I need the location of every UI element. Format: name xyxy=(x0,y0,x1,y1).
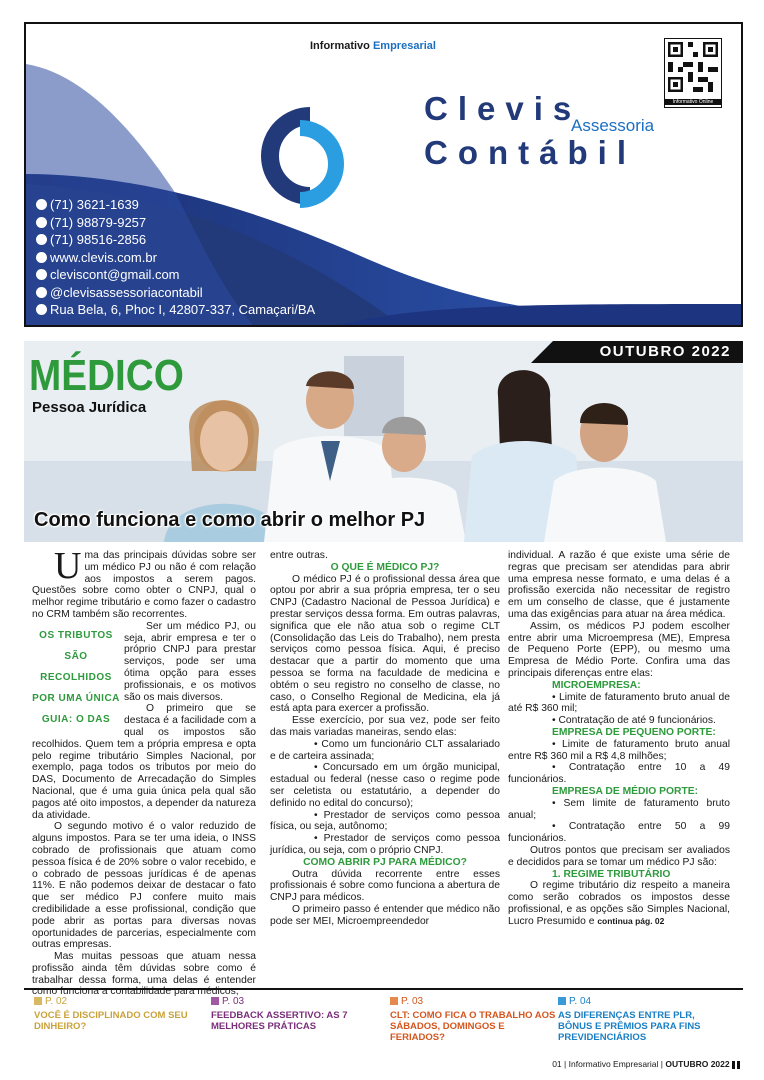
brand-name-contabil: Contábil xyxy=(424,134,636,171)
newsletter-label xyxy=(310,40,436,52)
footer-separator: | xyxy=(660,1059,663,1069)
teaser-p03-clt[interactable] xyxy=(390,996,560,1043)
bullet-item: • Contratação entre 10 a 49 funcionários. xyxy=(508,762,730,786)
bullet-item: • Limite de faturamento bruto anual de até R$ 360 mil; xyxy=(508,691,730,715)
paragraph: Ser um médico PJ, ou seja, abrir empresa e ter o próprio CNPJ para prestar serviços, pode ser uma ótima opção para esses profissionais, e os motivos são os mais diversos. xyxy=(124,620,256,703)
paragraph: entre outras. xyxy=(270,550,328,561)
teaser-page xyxy=(34,996,204,1007)
square-marker-icon xyxy=(34,997,42,1005)
hero-banner xyxy=(24,341,743,542)
qr-caption: Informativo Online xyxy=(665,99,721,105)
paragraph: O médico PJ é o profissional dessa área que optou por abrir a sua própria empresa, ter o seu CNPJ (Cadastro Nacional de Pessoa Jurídica) e prestar serviços dessa forma. Em outras palavras, significa que ele não atua sob o regime CLT (Consolidação das Leis do Trabalho), nem presta serviços como pessoa física. Aqui, é preciso destacar que a partir do momento que uma pessoa se forma na faculdade de medicina e obtém o seu registro no conselho de classe, no caso, o Conselho Regional de Medicina, ela já está apta para exercer a profissão. xyxy=(270,573,500,715)
square-marker-icon xyxy=(211,997,219,1005)
paragraph: O primeiro que se destaca é a facilidade com a qual os impostos são recolhidos. Quem tem a própria empresa e opta pelo regime tributário Simples Nacional, por exemplo, paga todos os tributos por meio do DAS, Documento de Arrecadação do Simples Nacional, que é uma guia única pela qual são pagos até oito impostos, a depender da natureza da atividade. xyxy=(32,703,256,821)
article-column-2 xyxy=(270,550,500,928)
bullet-item: • Contratação entre 50 a 99 funcionários. xyxy=(508,821,730,845)
label-accent: Empresarial xyxy=(372,40,436,52)
contact-text: (71) 3621-1639 xyxy=(50,197,139,213)
brand-name-assessoria: Assessoria xyxy=(571,116,655,135)
continue-link[interactable]: continua pág. 02 xyxy=(597,915,665,926)
qr-code-pattern xyxy=(668,42,718,92)
bullet-item: • Limite de faturamento bruto anual entre R$ 360 mil a R$ 4,8 milhões; xyxy=(508,738,730,762)
paragraph xyxy=(508,880,730,927)
section-heading: MICROEMPRESA: xyxy=(552,679,641,691)
bullet-item: • Como um funcionário CLT assalariado e de carteira assinada; xyxy=(270,738,500,762)
paragraph-text: O regime tributário diz respeito a maneira como serão cobrados os impostos desse profissional, e as opções são Simples Nacional, Lucro Presumido e xyxy=(508,880,730,927)
bullet-item: • Prestador de serviços como pessoa física, ou seja, autônomo; xyxy=(270,809,500,833)
teaser-text: FEEDBACK ASSERTIVO: AS 7 MELHORES PRÁTICAS xyxy=(211,1010,348,1032)
page-title: MÉDICO xyxy=(29,351,184,400)
pull-quote-line: OS TRIBUTOS xyxy=(39,629,113,641)
section-heading: O QUE É MÉDICO PJ? xyxy=(330,561,440,573)
contact-website[interactable] xyxy=(36,249,315,267)
contact-email[interactable] xyxy=(36,266,315,284)
paragraph: Mas muitas pessoas que atuam nessa profissão ainda têm dúvidas sobre como é trabalhar dessa forma, uma delas é entender como funciona a contabilidade para médicos, xyxy=(32,951,256,998)
paragraph: Outros pontos que precisam ser avaliados e decididos para se tomar um médico PJ são: xyxy=(508,844,730,868)
article-headline: Como funciona e como abrir o melhor PJ xyxy=(34,509,426,531)
whatsapp-icon xyxy=(36,234,47,245)
header-box xyxy=(24,22,743,327)
contact-whatsapp-2[interactable] xyxy=(36,231,315,249)
contact-whatsapp-1[interactable] xyxy=(36,214,315,232)
pull-quote-line: GUIA: O DAS xyxy=(41,713,111,725)
square-marker-icon xyxy=(390,997,398,1005)
teaser-p04[interactable] xyxy=(558,996,728,1043)
teaser-page xyxy=(558,996,728,1007)
drop-cap: U xyxy=(54,545,82,587)
square-marker-icon xyxy=(558,997,566,1005)
teaser-p03-feedback[interactable] xyxy=(211,996,381,1032)
teaser-page-number: P. 02 xyxy=(45,996,68,1007)
teaser-text: CLT: COMO FICA O TRABALHO AOS SÁBADOS, DOMINGOS E FERIADOS? xyxy=(390,1010,556,1043)
section-heading: COMO ABRIR PJ PARA MÉDICO? xyxy=(303,856,467,868)
next-pages-strip xyxy=(24,988,743,1058)
phone-icon xyxy=(36,199,47,210)
label-prefix: Informativo xyxy=(310,40,370,52)
teaser-p02[interactable] xyxy=(34,996,204,1032)
footer-separator: | xyxy=(564,1059,567,1069)
section-heading: EMPRESA DE PEQUENO PORTE: xyxy=(552,726,716,738)
bullet-item: • Concursado em um órgão municipal, estadual ou federal (nesse caso o regime pode ser celetista ou estatutário, a depender do definido no edital do concurso); xyxy=(270,762,500,809)
paragraph: Outra dúvida recorrente entre esses profissionais é sobre como funciona a abertura de CNPJ para médicos. xyxy=(270,868,500,904)
teaser-text: AS DIFERENÇAS ENTRE PLR, BÔNUS E PRÊMIOS PARA FINS PREVIDENCIÁRIOS xyxy=(558,1010,701,1043)
issue-month: OUTUBRO 2022 xyxy=(553,341,743,363)
location-pin-icon xyxy=(36,304,47,315)
pull-quote-line: POR UMA ÚNICA xyxy=(32,692,120,704)
teaser-page xyxy=(390,996,560,1007)
contact-text: cleviscont@gmail.com xyxy=(50,267,180,283)
teaser-page-number: P. 03 xyxy=(222,996,245,1007)
bars-icon xyxy=(732,1061,740,1069)
contact-text: (71) 98879-9257 xyxy=(50,214,147,230)
teaser-page-number: P. 04 xyxy=(569,996,592,1007)
page-number: 01 xyxy=(552,1059,562,1069)
article-column-1 xyxy=(32,545,256,998)
newsletter-name: Informativo Empresarial xyxy=(568,1059,659,1069)
article-column-3 xyxy=(508,550,730,928)
contact-address xyxy=(36,301,315,319)
teaser-page xyxy=(211,996,381,1007)
paragraph: Esse exercício, por sua vez, pode ser feito das mais variadas maneiras, sendo elas: xyxy=(270,715,500,738)
page-subtitle: Pessoa Jurídica xyxy=(32,399,147,416)
paragraph: ma das principais dúvidas sobre ser um médico PJ ou não é com relação aos impostos a serem pagos. Questões sobre como obter o CNPJ, qual o melhor regime tributário e como fazer o cadastro no CRM também são recorrentes. xyxy=(32,550,256,620)
contact-text: Rua Bela, 6, Phoc I, 42807-337, Camaçari/BA xyxy=(50,302,316,318)
whatsapp-icon xyxy=(36,217,47,228)
pull-quote xyxy=(32,625,120,730)
contact-text: (71) 98516-2856 xyxy=(50,232,147,248)
bullet-item: • Sem limite de faturamento bruto anual; xyxy=(508,797,730,821)
contact-text: @clevisassessoriacontabil xyxy=(50,284,203,300)
pull-quote-line: SÃO RECOLHIDOS xyxy=(40,650,112,683)
page-footer xyxy=(552,1059,740,1069)
qr-code[interactable] xyxy=(664,38,722,108)
paragraph: O segundo motivo é o valor reduzido de alguns impostos. Para se ter uma ideia, o INSS cobrado de profissionais que atuam como pessoa física é de 20% sobre o valor recebido, e o cobrado de pessoas jurídicas é de apenas 11%. E não podemos deixar de destacar o fato que ser médico PJ confere muito mais credibilidade a esse profissional, condição que pode abrir as portas para diversas novas oportunidades de parcerias, especialmente com outras empresas. xyxy=(32,821,256,951)
section-heading: 1. REGIME TRIBUTÁRIO xyxy=(552,868,671,880)
paragraph: Assim, os médicos PJ podem escolher entre abrir uma Microempresa (ME), Empresa de Pequeno Porte (EPP), ou mesmo uma Empresa de Médio Porte. Confira uma das principais diferenças entre elas: xyxy=(508,620,730,679)
contact-list xyxy=(36,196,315,319)
contact-instagram[interactable] xyxy=(36,284,315,302)
paragraph: O primeiro passo é entender que médico não pode ser MEI, Microempreendedor xyxy=(270,903,500,927)
bullet-item: • Contratação de até 9 funcionários. xyxy=(552,715,716,727)
contact-phone[interactable] xyxy=(36,196,315,214)
paragraph: individual. A razão é que existe uma série de regras que precisam ser atendidas para abrir uma empresa nesse formato, e uma delas é a profissão exercida não necessitar de registro em um conselho de classe, que é justamente uma das exigências para atuar na área médica. xyxy=(508,550,730,620)
section-heading: EMPRESA DE MÉDIO PORTE: xyxy=(552,785,699,797)
brand-name-clevis: Clevis xyxy=(424,90,582,127)
web-icon xyxy=(36,252,47,263)
bullet-item: • Prestador de serviços como pessoa jurídica, ou seja, com o próprio CNPJ. xyxy=(270,833,500,856)
edition-label: OUTUBRO 2022 xyxy=(665,1059,730,1069)
teaser-page-number: P. 03 xyxy=(401,996,424,1007)
contact-text: www.clevis.com.br xyxy=(50,249,157,265)
email-icon xyxy=(36,269,47,280)
instagram-icon xyxy=(36,287,47,298)
teaser-text: VOCÊ É DISCIPLINADO COM SEU DINHEIRO? xyxy=(34,1010,188,1032)
